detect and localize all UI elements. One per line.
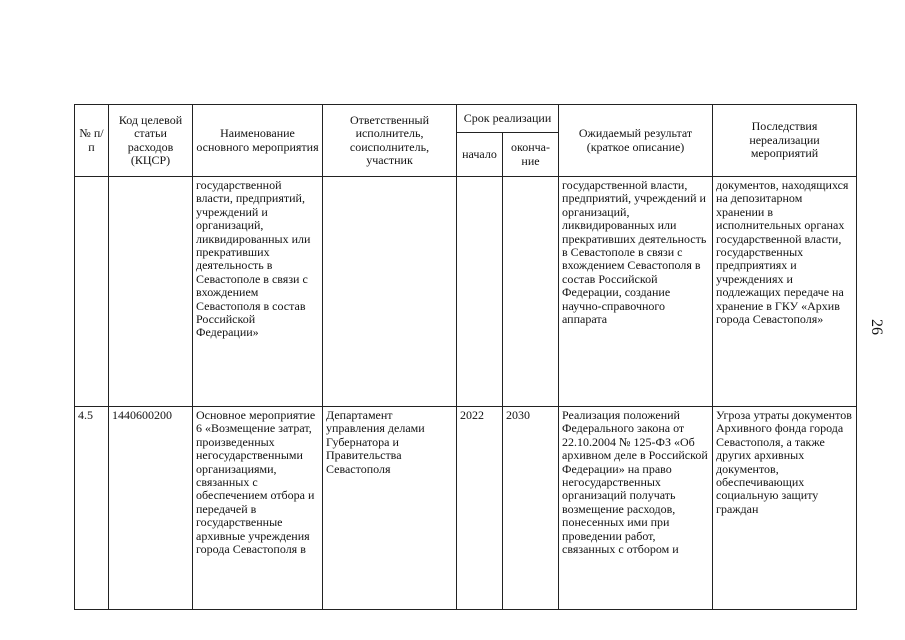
header-term: Срок реализации (457, 105, 559, 133)
header-term-end: оконча-ние (503, 133, 559, 177)
cell-result: государственной власти, предприятий, учреждений и организаций, ликвидированных или прекративших деятельность в Севастополе в связи с вхождением Севастополя в состав Российской Федерации, создание научно-справочного аппарата (559, 177, 713, 407)
header-term-start: начало (457, 133, 503, 177)
cell-consequences: Угроза утраты документов Архивного фонда города Севастополя, а также других архивных документов, обеспечивающих социальную защиту граждан (713, 407, 857, 610)
cell-start (457, 177, 503, 407)
cell-name: Основное мероприятие 6 «Возмещение затрат, произведенных негосударственными организациями, связанных с обеспечением отбора и передачей в государственные архивные учреждения города Севастополя в (193, 407, 323, 610)
table-row (75, 407, 857, 610)
cell-end: 2030 (503, 407, 559, 610)
header-consequences: Последствия нереализации мероприятий (713, 105, 857, 177)
cell-consequences: документов, находящихся на депозитарном хранении в исполнительных органах государственной власти, государственных предприятиях и учреждениях и подлежащих передаче на хранение в ГКУ «Архив города Севастополя» (713, 177, 857, 407)
cell-code (109, 177, 193, 407)
cell-num: 4.5 (75, 407, 109, 610)
page-number: 26 (868, 319, 885, 335)
cell-num (75, 177, 109, 407)
header-responsible: Ответственный исполнитель, соисполнитель, участник (323, 105, 457, 177)
cell-result: Реализация положений Федерального закона от 22.10.2004 № 125-ФЗ «Об архивном деле в Российской Федерации» на право негосударственных организаций получать возмещение расходов, понесенных ими при проведении работ, связанных с отбором и (559, 407, 713, 610)
cell-name: государственной власти, предприятий, учреждений и организаций, ликвидированных или прекративших деятельность в Севастополе в связи с вхождением Севастополя в состав Российской Федерации» (193, 177, 323, 407)
header-code: Код целевой статьи расходов (КЦСР) (109, 105, 193, 177)
cell-end (503, 177, 559, 407)
cell-start: 2022 (457, 407, 503, 610)
cell-responsible (323, 177, 457, 407)
header-num: № п/п (75, 105, 109, 177)
cell-responsible: Департамент управления делами Губернатора и Правительства Севастополя (323, 407, 457, 610)
table-row (75, 177, 857, 407)
header-result: Ожидаемый результат (краткое описание) (559, 105, 713, 177)
activities-table (74, 104, 857, 610)
header-name: Наименование основного мероприятия (193, 105, 323, 177)
cell-code: 1440600200 (109, 407, 193, 610)
